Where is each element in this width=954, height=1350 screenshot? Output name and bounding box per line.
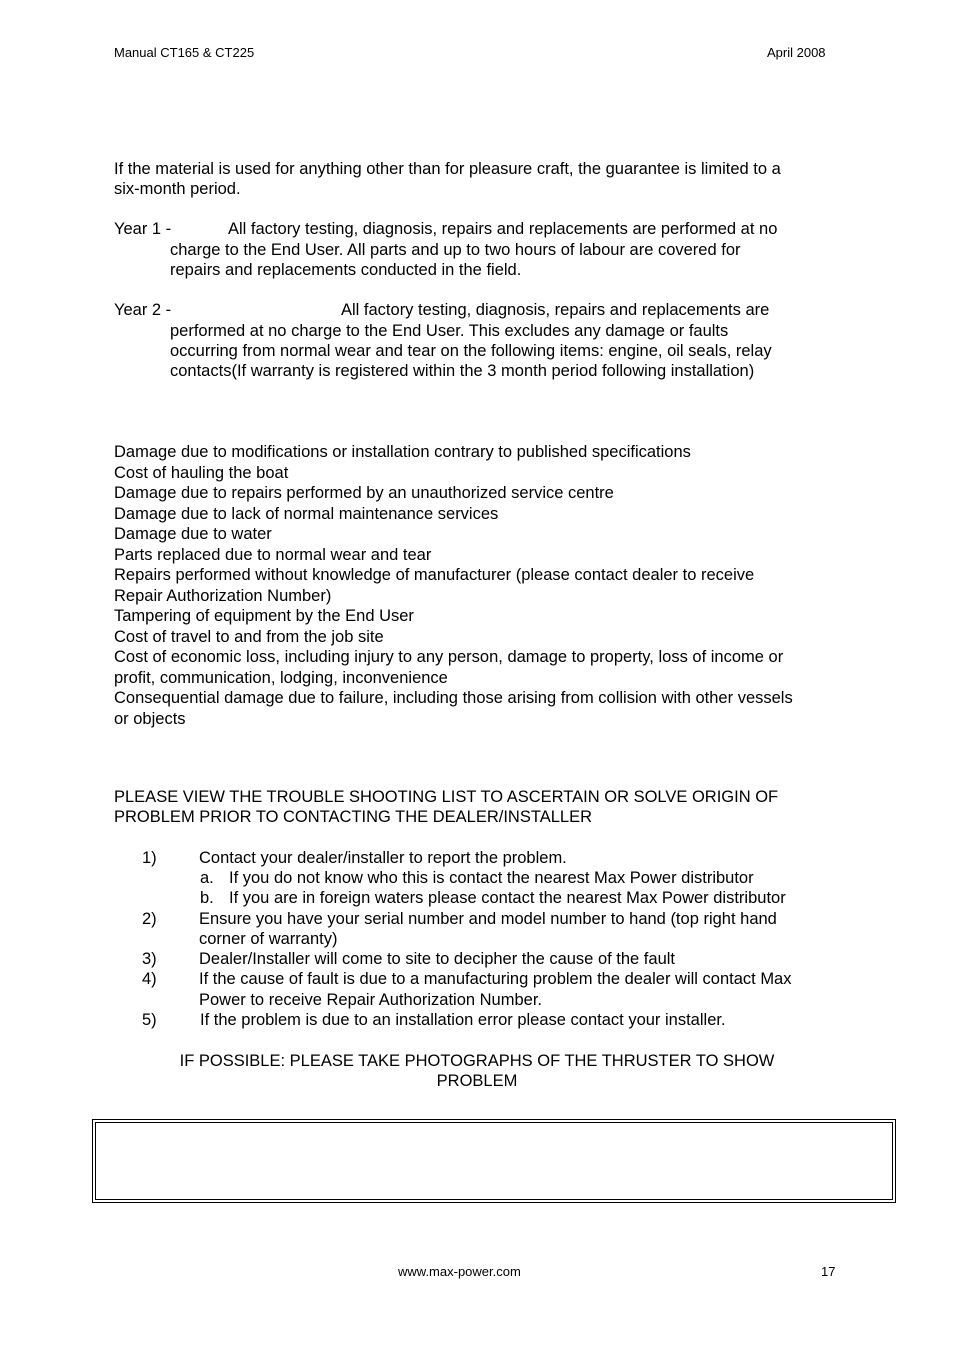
year1-label: Year 1 - [114, 220, 172, 238]
intro-line-1: If the material is used for anything other than for pleasure craft, the guarantee is limited to a [114, 160, 781, 178]
year2-label: Year 2 - [114, 301, 172, 319]
year1-line-2: charge to the End User. All parts and up to two hours of labour are covered for [170, 241, 741, 259]
step-1-text: Contact your dealer/installer to report the problem. [199, 849, 567, 867]
step-5-text: If the problem is due to an installation error please contact your installer. [200, 1011, 726, 1029]
step-3-number: 3) [142, 950, 157, 968]
photo-notice-line-2: PROBLEM [436, 1072, 518, 1090]
exclusion-item: Repair Authorization Number) [114, 586, 332, 605]
step-4-line-2: Power to receive Repair Authorization Number. [199, 991, 543, 1009]
exclusion-item: Repairs performed without knowledge of manufacturer (please contact dealer to receive [114, 566, 755, 584]
year1-line-3: repairs and replacements conducted in the field. [170, 261, 522, 279]
page-number: 17 [821, 1264, 836, 1279]
exclusion-item: Damage due to repairs performed by an unauthorized service centre [114, 484, 614, 502]
exclusion-item: Parts replaced due to normal wear and tear [114, 545, 432, 564]
exclusion-item: Consequential damage due to failure, including those arising from collision with other vessels [114, 689, 793, 707]
notice-line-2: PROBLEM PRIOR TO CONTACTING THE DEALER/INSTALLER [114, 808, 592, 826]
step-5-number: 5) [142, 1011, 157, 1029]
step-1b-letter: b. [200, 889, 214, 907]
intro-line-2: six-month period. [114, 180, 241, 198]
step-1a-text: If you do not know who this is contact the nearest Max Power distributor [229, 869, 754, 887]
exclusion-item: Damage due to water [114, 525, 272, 543]
exclusion-item: Damage due to lack of normal maintenance services [114, 504, 499, 523]
step-4-number: 4) [142, 970, 157, 988]
empty-boxed-area [92, 1119, 896, 1203]
year2-line-1: All factory testing, diagnosis, repairs and replacements are [341, 301, 770, 319]
exclusion-item: Tampering of equipment by the End User [114, 607, 414, 625]
year2-line-2: performed at no charge to the End User. This excludes any damage or faults [170, 322, 729, 340]
step-1-number: 1) [142, 849, 157, 867]
header-date: April 2008 [767, 45, 826, 60]
exclusion-item: profit, communication, lodging, inconvenience [114, 668, 448, 687]
exclusion-item: Cost of travel to and from the job site [114, 627, 384, 646]
step-4-line-1: If the cause of fault is due to a manufacturing problem the dealer will contact Max [199, 970, 792, 988]
exclusion-item: Cost of economic loss, including injury to any person, damage to property, loss of income or [114, 648, 784, 666]
year1-line-1: All factory testing, diagnosis, repairs and replacements are performed at no [228, 220, 778, 238]
notice-line-1: PLEASE VIEW THE TROUBLE SHOOTING LIST TO ASCERTAIN OR SOLVE ORIGIN OF [114, 788, 779, 806]
header-title: Manual CT165 & CT225 [114, 45, 255, 60]
exclusion-item: Cost of hauling the boat [114, 463, 289, 482]
step-2-number: 2) [142, 910, 157, 928]
year2-line-3: occurring from normal wear and tear on the following items: engine, oil seals, relay [170, 342, 772, 360]
step-2-line-2: corner of warranty) [199, 930, 338, 948]
exclusions-list [114, 442, 793, 729]
step-1a-letter: a. [200, 869, 214, 887]
year2-line-4: contacts(If warranty is registered within the 3 month period following installation) [170, 362, 755, 380]
exclusion-item: Damage due to modifications or installation contrary to published specifications [114, 443, 691, 461]
footer-url: www.max-power.com [398, 1264, 521, 1279]
exclusion-item: or objects [114, 709, 186, 728]
photo-notice-line-1: IF POSSIBLE: PLEASE TAKE PHOTOGRAPHS OF THE THRUSTER TO SHOW [179, 1052, 775, 1070]
step-2-line-1: Ensure you have your serial number and model number to hand (top right hand [199, 910, 777, 928]
step-1b-text: If you are in foreign waters please contact the nearest Max Power distributor [229, 889, 786, 907]
step-3-text: Dealer/Installer will come to site to decipher the cause of the fault [199, 950, 675, 968]
